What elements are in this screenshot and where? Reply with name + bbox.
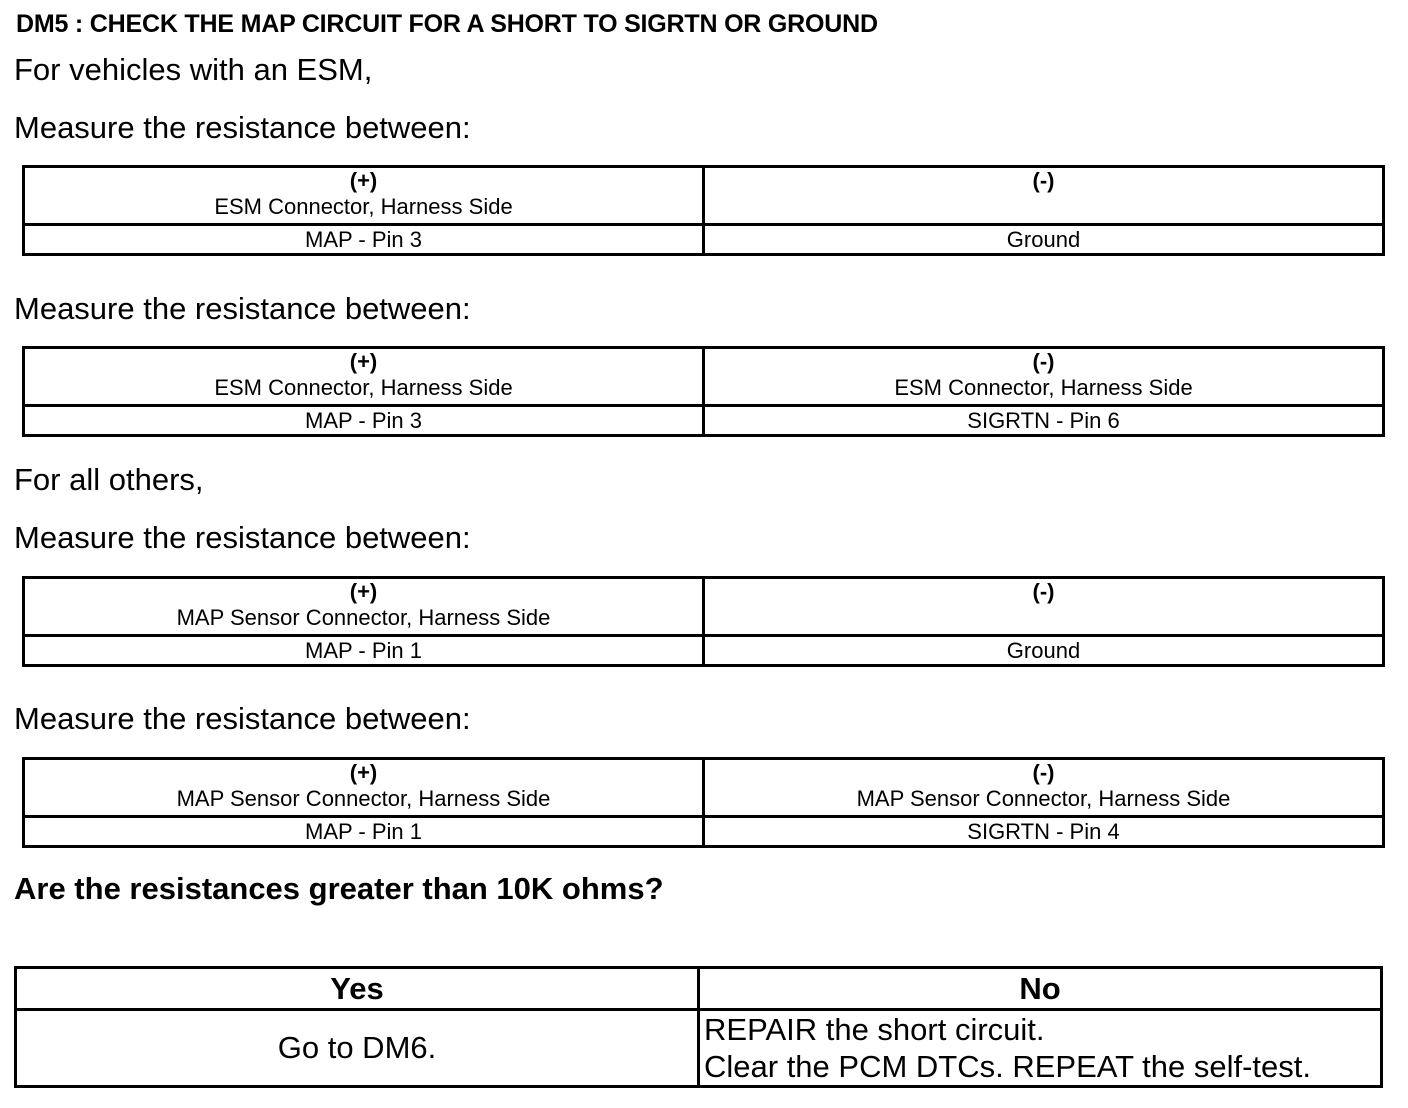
minus-header-cell: [704, 759, 1384, 817]
no-action-line-2: Clear the PCM DTCs. REPEAT the self-test.: [704, 1049, 1311, 1084]
yes-header: Yes: [16, 968, 699, 1010]
measure-label-2: Measure the resistance between:: [14, 291, 471, 326]
no-action-line-1: REPAIR the short circuit.: [704, 1012, 1045, 1047]
result-header-row: [16, 968, 1382, 1010]
intro-others-text: For all others,: [14, 462, 204, 497]
measure-label-1: Measure the resistance between:: [14, 110, 471, 145]
minus-header-cell: [704, 348, 1384, 406]
minus-connector: MAP Sensor Connector, Harness Side: [856, 786, 1231, 811]
table-row: [24, 636, 1384, 666]
table-row: [24, 817, 1384, 847]
plus-connector: MAP Sensor Connector, Harness Side: [176, 605, 551, 630]
minus-header-cell: [704, 167, 1384, 225]
table-header-row: [24, 348, 1384, 406]
plus-header-cell: [24, 348, 704, 406]
plus-sign: (+): [349, 168, 378, 193]
no-header: No: [699, 968, 1382, 1010]
minus-sign: (-): [1032, 349, 1055, 374]
table-row: [24, 406, 1384, 436]
page-title: DM5 : CHECK THE MAP CIRCUIT FOR A SHORT TO SIGRTN OR GROUND: [16, 10, 878, 38]
minus-header-cell: [704, 578, 1384, 636]
table-header-row: [24, 578, 1384, 636]
measurement-table-4: [22, 757, 1385, 848]
plus-header-cell: [24, 167, 704, 225]
plus-sign: (+): [349, 579, 378, 604]
plus-connector: MAP Sensor Connector, Harness Side: [176, 786, 551, 811]
minus-pin-cell: Ground: [704, 225, 1384, 255]
result-action-row: [16, 1010, 1382, 1087]
minus-pin-cell: SIGRTN - Pin 4: [704, 817, 1384, 847]
minus-sign: (-): [1032, 168, 1055, 193]
table-header-row: [24, 167, 1384, 225]
measurement-table-2: [22, 346, 1385, 437]
plus-sign: (+): [349, 349, 378, 374]
intro-esm-text: For vehicles with an ESM,: [14, 52, 373, 87]
plus-connector: ESM Connector, Harness Side: [214, 194, 513, 219]
table-row: [24, 225, 1384, 255]
yes-action: Go to DM6.: [16, 1010, 699, 1087]
plus-connector: ESM Connector, Harness Side: [214, 375, 513, 400]
plus-pin-cell: MAP - Pin 1: [24, 636, 704, 666]
minus-connector: ESM Connector, Harness Side: [894, 375, 1193, 400]
measure-label-4: Measure the resistance between:: [14, 701, 471, 736]
measurement-table-3: [22, 576, 1385, 667]
plus-pin-cell: MAP - Pin 3: [24, 225, 704, 255]
plus-header-cell: [24, 578, 704, 636]
plus-header-cell: [24, 759, 704, 817]
minus-sign: (-): [1032, 760, 1055, 785]
table-header-row: [24, 759, 1384, 817]
plus-sign: (+): [349, 760, 378, 785]
resistance-question: Are the resistances greater than 10K ohms?: [14, 871, 664, 906]
plus-pin-cell: MAP - Pin 3: [24, 406, 704, 436]
minus-pin-cell: SIGRTN - Pin 6: [704, 406, 1384, 436]
measure-label-3: Measure the resistance between:: [14, 520, 471, 555]
measurement-table-1: [22, 165, 1385, 256]
plus-pin-cell: MAP - Pin 1: [24, 817, 704, 847]
minus-pin-cell: Ground: [704, 636, 1384, 666]
result-table: [14, 966, 1383, 1088]
minus-sign: (-): [1032, 579, 1055, 604]
no-action: [699, 1010, 1382, 1087]
